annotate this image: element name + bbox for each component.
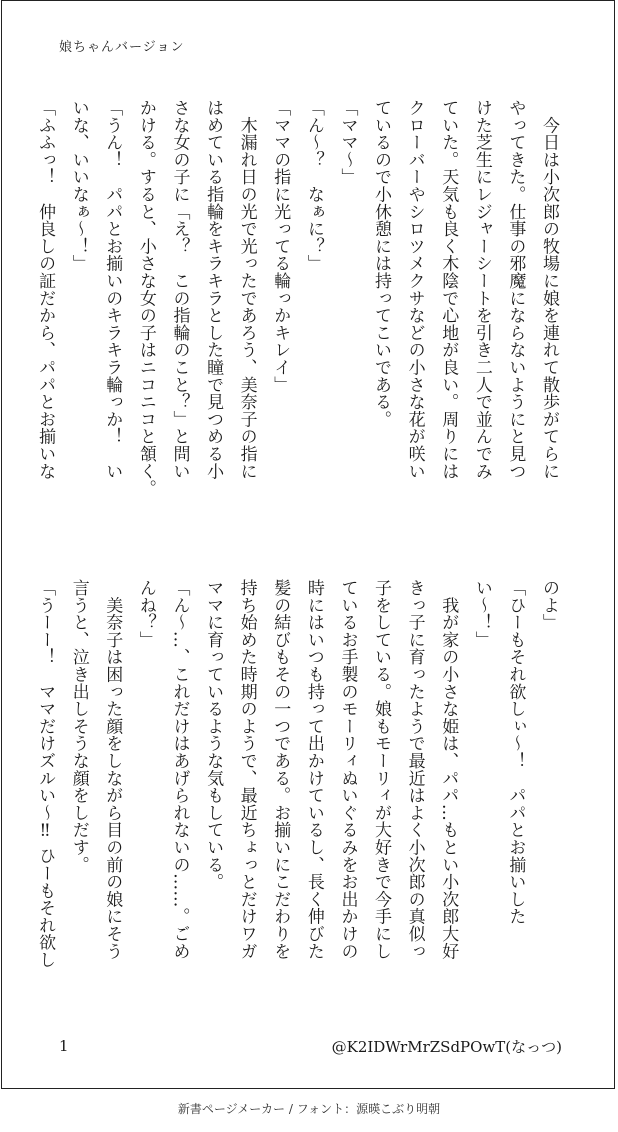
page-number: 1 — [59, 1037, 69, 1055]
author-handle: @K2IDWrMrZSdPOwT(なっつ) — [331, 1038, 562, 1056]
running-header: 娘ちゃんバージョン — [59, 40, 185, 55]
vertical-text-upper-block: 今日は小次郎の牧場に娘を連れて散歩がてらに やってきた。仕事の邪魔にならないようにと見つ けた芝生にレジャーシートを引き二人で並んでみ ていた。天気も良く木陰で心地が良い。周りには クローバーやシロツメクサなどの小さな花が咲い ているので小休憩には持ってこいである。 「ママ〜」 「ん〜？ なぁに？」 「ママの指に光ってる輪っかキレイ」 木漏れ日の光で光ったであろう、美奈子の指に はめている指輪をキラキラとした瞳で見つめる小 さな女の子に「え？ この指輪のこと？」と問い かける。すると、小さな女の子はニコニコと頷く。 「うん！ パパとお揃いのキラキラ輪っか！ い いな、いいなぁ〜！」 「ふふっ！ 仲良しの証だから、パパとお揃いな — [35, 99, 559, 497]
novel-page — [1, 0, 615, 1089]
footer-credit: 新書ページメーカー / フォント：源暎こぶり明朝 — [177, 1102, 441, 1116]
vertical-text-lower-block: のよ」 「ひーもそれ欲しぃ〜！ パパとお揃いした い〜！」 我が家の小さな姫は、パパ…もとい小次郎大好 きっ子に育ったようで最近はよく小次郎の真似っ 子をしている。娘もモーリィが大好きで今手にし ているお手製のモーリィぬいぐるみをお出かけの 時にはいつも持って出かけているし、長く伸びた 髪の結びもその一つである。お揃いにこだわりを 持ち始めた時期のようで、最近ちょっとだけワガ ママに育っているような気もしている。 「ん〜…、これだけはあげられないの……。ごめ んね？」 美奈子は困った顔をしながら目の前の娘にそう 言うと、泣き出しそうな顔をしだす。 「うーー！ ママだけズルい〜‼︎ ひーもそれ欲し — [35, 579, 559, 969]
